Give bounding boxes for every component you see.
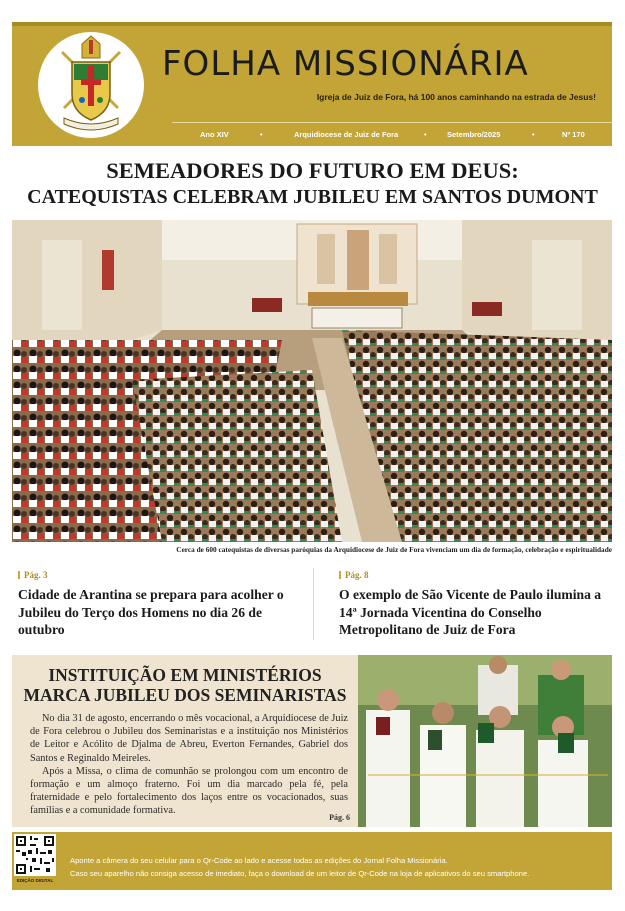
seminarists-headline-line1: INSTITUIÇÃO EM MINISTÉRIOS bbox=[48, 665, 322, 685]
seminarists-photo bbox=[358, 655, 612, 827]
issue-date: Setembro/2025 bbox=[447, 130, 501, 139]
footer-line-1: Aponte a câmera do seu celular para o Qr-Code ao lado e acesse todas as edições do Jornal Folha Missionária. bbox=[70, 856, 448, 865]
masthead-rule bbox=[172, 122, 612, 123]
newspaper-tagline: Igreja de Juiz de Fora, há 100 anos caminhando na estrada de Jesus! bbox=[316, 92, 596, 102]
seminarists-headline bbox=[12, 665, 358, 705]
seminarists-text-box bbox=[12, 655, 358, 827]
teaser-page-ref bbox=[339, 570, 609, 580]
separator-dot: • bbox=[532, 130, 535, 139]
footer-instructions bbox=[70, 855, 590, 880]
main-headline-line2: CATEQUISTAS CELEBRAM JUBILEU EM SANTOS DUMONT bbox=[27, 186, 598, 208]
teaser-title: O exemplo de São Vicente de Paulo ilumina a 14ª Jornada Vicentina do Conselho Metropolitano de Juiz de Fora bbox=[339, 587, 602, 637]
seminarists-article-body bbox=[30, 712, 348, 818]
article-paragraph: Após a Missa, o clima de comunhão se prolongou com um encontro de formação e um almoço fraterno. Foi um dia marcado pela fé, pela fraternidade e pelo fortalecimento dos laços entre os vocacionados, suas famílias e a comunidade formativa. bbox=[30, 765, 348, 817]
teaser-page-label: Pág. 8 bbox=[345, 570, 369, 580]
teaser-page-ref bbox=[18, 570, 288, 580]
teaser-sao-vicente[interactable] bbox=[339, 570, 609, 639]
coat-of-arms-logo bbox=[38, 32, 144, 138]
separator-dot: • bbox=[260, 130, 263, 139]
main-headline-line1: SEMEADORES DO FUTURO EM DEUS: bbox=[106, 158, 519, 183]
coat-of-arms-icon bbox=[38, 32, 144, 138]
issue-diocese: Arquidiocese de Juiz de Fora bbox=[294, 130, 399, 139]
issue-number: Nº 170 bbox=[562, 130, 585, 139]
newspaper-title: FOLHA MISSIONÁRIA bbox=[162, 44, 529, 84]
page-ref-marker bbox=[339, 571, 341, 579]
footer-banner bbox=[12, 832, 612, 890]
teaser-page-label: Pág. 3 bbox=[24, 570, 48, 580]
main-photo-caption: Cerca de 600 catequistas de diversas paróquias da Arquidiocese de Juiz de Fora vivenciam um dia de formação, celebração e espiritualidade bbox=[176, 545, 612, 554]
seminarists-illustration bbox=[358, 655, 612, 827]
seminarists-headline-line2: MARCA JUBILEU DOS SEMINARISTAS bbox=[23, 685, 347, 705]
qr-code-label: EDIÇÃO DIGITAL bbox=[16, 878, 54, 883]
issue-year: Ano XIV bbox=[200, 130, 229, 139]
article-paragraph: No dia 31 de agosto, encerrando o mês vocacional, a Arquidiocese de Juiz de Fora celebrou o Jubileu dos Seminaristas e a instituição nos Ministérios de Leitor e Acólito de Djalma de Abreu, Everton Fernandes, Gabriel dos Santos e Reginaldo Meireles. bbox=[30, 713, 348, 764]
masthead bbox=[12, 22, 612, 146]
qr-code-icon bbox=[14, 834, 56, 876]
main-photo-church-assembly bbox=[12, 220, 612, 542]
teaser-title: Cidade de Arantina se prepara para acolher o Jubileu do Terço dos Homens no dia 26 de outubro bbox=[18, 587, 284, 637]
masthead-top-stripe bbox=[12, 22, 612, 26]
column-divider bbox=[313, 568, 314, 640]
issue-info-bar bbox=[172, 128, 612, 142]
teaser-arantina[interactable] bbox=[18, 570, 288, 639]
page-ref-marker bbox=[18, 571, 20, 579]
church-interior-illustration bbox=[12, 220, 612, 542]
seminarists-feature bbox=[12, 655, 612, 827]
footer-line-2: Caso seu aparelho não consiga acesso de imediato, faça o download de um leitor de Qr-Code na loja de aplicativos do seu smartphone. bbox=[70, 868, 530, 878]
qr-code[interactable] bbox=[14, 834, 56, 876]
seminarists-page-ref[interactable]: Pág. 6 bbox=[329, 813, 350, 822]
separator-dot: • bbox=[424, 130, 427, 139]
